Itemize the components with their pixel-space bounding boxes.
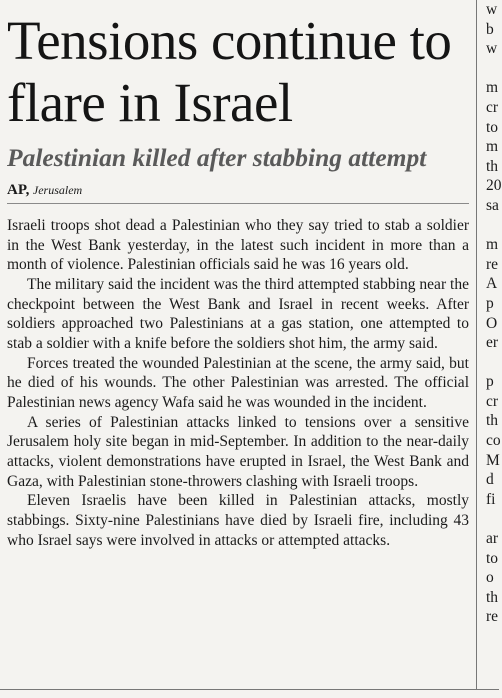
byline [7, 180, 82, 200]
adjacent-column-fragment: m [486, 79, 499, 97]
adjacent-column-fragment: b [486, 20, 494, 38]
adjacent-column-fragment: th [486, 588, 499, 606]
adjacent-column-fragment: fi [486, 490, 496, 508]
bottom-divider [0, 689, 499, 690]
adjacent-column-fragment: m [486, 236, 499, 254]
column-divider [476, 0, 477, 690]
adjacent-column-fragment: w [486, 1, 498, 18]
byline-location: Jerusalem [32, 183, 83, 197]
adjacent-column-fragment: O [486, 314, 498, 332]
byline-divider [7, 203, 469, 204]
paragraph: Forces treated the wounded Palestinian at the scene, the army said, but he died of his wounds. The other Palestinian was arrested. The official Palestinian news agency Wafa said he was wounded in the incident. [7, 354, 469, 411]
adjacent-column-fragment: M [486, 451, 500, 469]
headline: Tensions continue to flare in Israel [7, 10, 452, 133]
adjacent-column-fragment: sa [486, 196, 499, 214]
paragraph: Eleven Israelis have been killed in Palestinian attacks, mostly stabbings. Sixty-nine Palestinians have died by Israeli fire, including 43 who Israel says were involved in attacks or attempted attacks. [7, 492, 469, 549]
adjacent-column-fragment: cr [486, 98, 499, 116]
adjacent-column-fragment: th [486, 157, 499, 175]
adjacent-column-fragment: d [486, 471, 494, 489]
adjacent-column-fragment: re [486, 608, 499, 626]
adjacent-column-fragment: w [486, 40, 498, 58]
adjacent-column-fragment [486, 59, 499, 79]
article-body [7, 216, 469, 550]
adjacent-column-fragment: er [486, 334, 499, 352]
adjacent-column-fragment: ar [486, 530, 499, 548]
adjacent-column-fragment: p [486, 294, 494, 312]
adjacent-column-fragment: o [486, 569, 494, 587]
adjacent-column-fragment: cr [486, 392, 499, 410]
adjacent-column-fragment [486, 353, 499, 373]
adjacent-column-fragment: m [486, 138, 499, 156]
paragraph: Israeli troops shot dead a Palestinian who they say tried to stab a soldier in the West Bank yesterday, in the latest such incident in more than a month of violence. Palestinian officials said he was 16 years old. [7, 217, 469, 274]
adjacent-column-fragment: p [486, 373, 494, 391]
adjacent-column-fragment: co [486, 432, 501, 450]
adjacent-column-fragment: th [486, 412, 499, 430]
adjacent-column-fragment [486, 509, 499, 529]
adjacent-column-fragment: 20 [486, 177, 502, 195]
adjacent-column-fragment: to [486, 549, 499, 567]
byline-agency: AP, [7, 182, 30, 198]
adjacent-column-fragment: A [486, 275, 498, 293]
subheadline: Palestinian killed after stabbing attempt [7, 143, 427, 172]
paragraph: The military said the incident was the third attempted stabbing near the checkpoint between the West Bank and Israel in recent weeks. After soldiers approached two Palestinians at a gas station, one attempted to stab a soldier with a knife before the soldiers shot him, the army said. [7, 275, 469, 352]
adjacent-column-fragment [486, 216, 499, 236]
adjacent-column-fragment: re [486, 255, 499, 273]
paragraph: A series of Palestinian attacks linked to tensions over a sensitive Jerusalem holy site began in mid-September. In addition to the near-daily attacks, violent demonstrations have erupted in Israel, the West Bank and Gaza, with Palestinian stone-throwers clashing with Israeli troops. [7, 413, 469, 490]
adjacent-column-fragments [486, 0, 502, 698]
adjacent-column-fragment: to [486, 118, 499, 136]
